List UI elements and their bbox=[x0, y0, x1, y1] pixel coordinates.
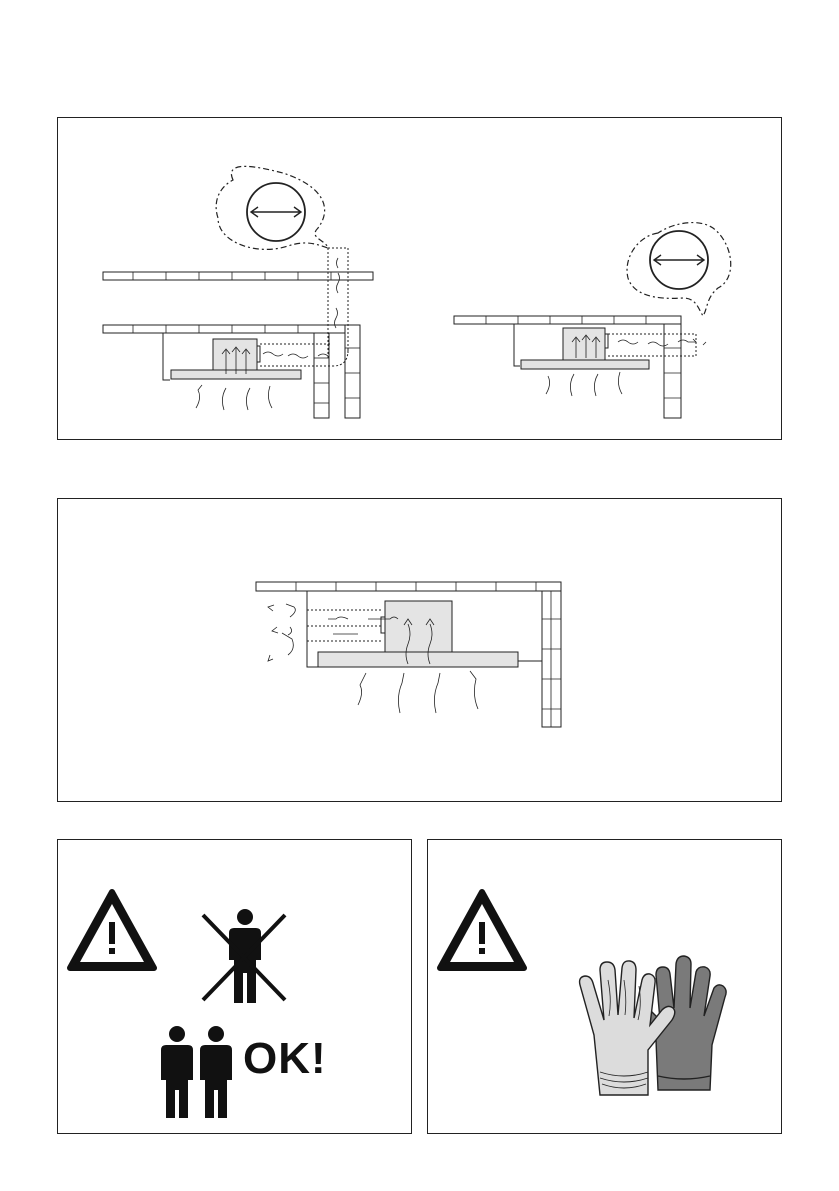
wear-gloves-graphic bbox=[428, 840, 783, 1135]
two-persons-icon bbox=[161, 1026, 232, 1118]
warning-triangle-icon bbox=[70, 892, 154, 968]
single-person-crossed-icon bbox=[203, 909, 285, 1003]
ducted-vertical-scene bbox=[103, 166, 373, 418]
ducted-horizontal-scene bbox=[454, 223, 731, 418]
two-person-lift-panel bbox=[57, 839, 412, 1134]
recirculation-installation-panel bbox=[57, 498, 782, 802]
ducted-installation-panel bbox=[57, 117, 782, 440]
ok-label: OK! bbox=[243, 1034, 327, 1083]
two-person-lift-graphic bbox=[58, 840, 413, 1135]
warning-triangle-icon bbox=[440, 892, 524, 968]
recirculation-installation-diagram bbox=[58, 499, 783, 803]
ducted-installation-diagram bbox=[58, 118, 783, 441]
wear-gloves-panel bbox=[427, 839, 782, 1134]
